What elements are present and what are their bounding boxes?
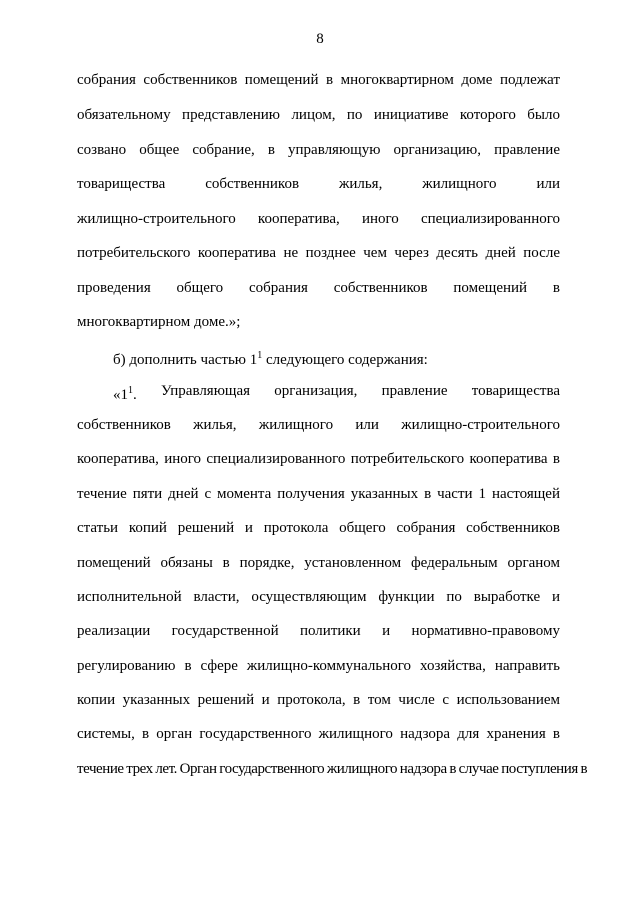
clause-number: «$1^1$. <box>113 385 137 403</box>
clause-heading-line <box>113 381 560 405</box>
text-line: товарищества собственников жилья, жилищного или <box>77 176 560 192</box>
text-line: течение пяти дней с момента получения указанных в части 1 настоящей <box>77 486 560 502</box>
text-line: собрания собственников помещений в многоквартирном доме подлежат <box>77 72 560 88</box>
text-line: обязательному представлению лицом, по инициативе которого было <box>77 107 560 123</box>
text-line: помещений обязаны в порядке, установленном федеральным органом <box>77 555 560 571</box>
text-line: кооператива, иного специализированного потребительского кооператива в <box>77 451 560 467</box>
text-line: копии указанных решений и протокола, в том числе с использованием <box>77 692 560 708</box>
text-fragment: следующего содержания: <box>262 352 428 368</box>
text-line: статьи копий решений и протокола общего собрания собственников <box>77 520 560 536</box>
superscript: 1 <box>257 350 263 361</box>
text-fragment: правление <box>381 383 448 399</box>
text-line: проведения общего собрания собственников помещений в <box>77 280 560 296</box>
page-number: 8 <box>316 31 324 47</box>
text-fragment: организация, <box>274 383 358 399</box>
text-line: потребительского кооператива не позднее чем через десять дней после <box>77 245 560 261</box>
text-fragment: Управляющая <box>160 383 251 399</box>
text-fragment: товарищества <box>471 383 560 399</box>
text-fragment: б) дополнить частью 1 <box>113 352 258 368</box>
paragraph-intro-line <box>113 346 560 370</box>
text-line: течение трех лет. Орган государственного жилищного надзора в случае поступления в <box>77 761 588 777</box>
text-line: реализации государственной политики и нормативно-правовому <box>77 623 560 639</box>
text-line: жилищно-строительного кооператива, иного специализированного <box>77 211 560 227</box>
text-line: созвано общее собрание, в управляющую организацию, правление <box>77 142 560 158</box>
text-line: системы, в орган государственного жилищного надзора для хранения в <box>77 726 560 742</box>
text-line: исполнительной власти, осуществляющим функции по выработке и <box>77 589 560 605</box>
text-line: собственников жилья, жилищного или жилищно-строительного <box>77 417 560 433</box>
text-line: многоквартирном доме.»; <box>77 314 241 330</box>
text-line: регулированию в сфере жилищно-коммунального хозяйства, направить <box>77 658 560 674</box>
